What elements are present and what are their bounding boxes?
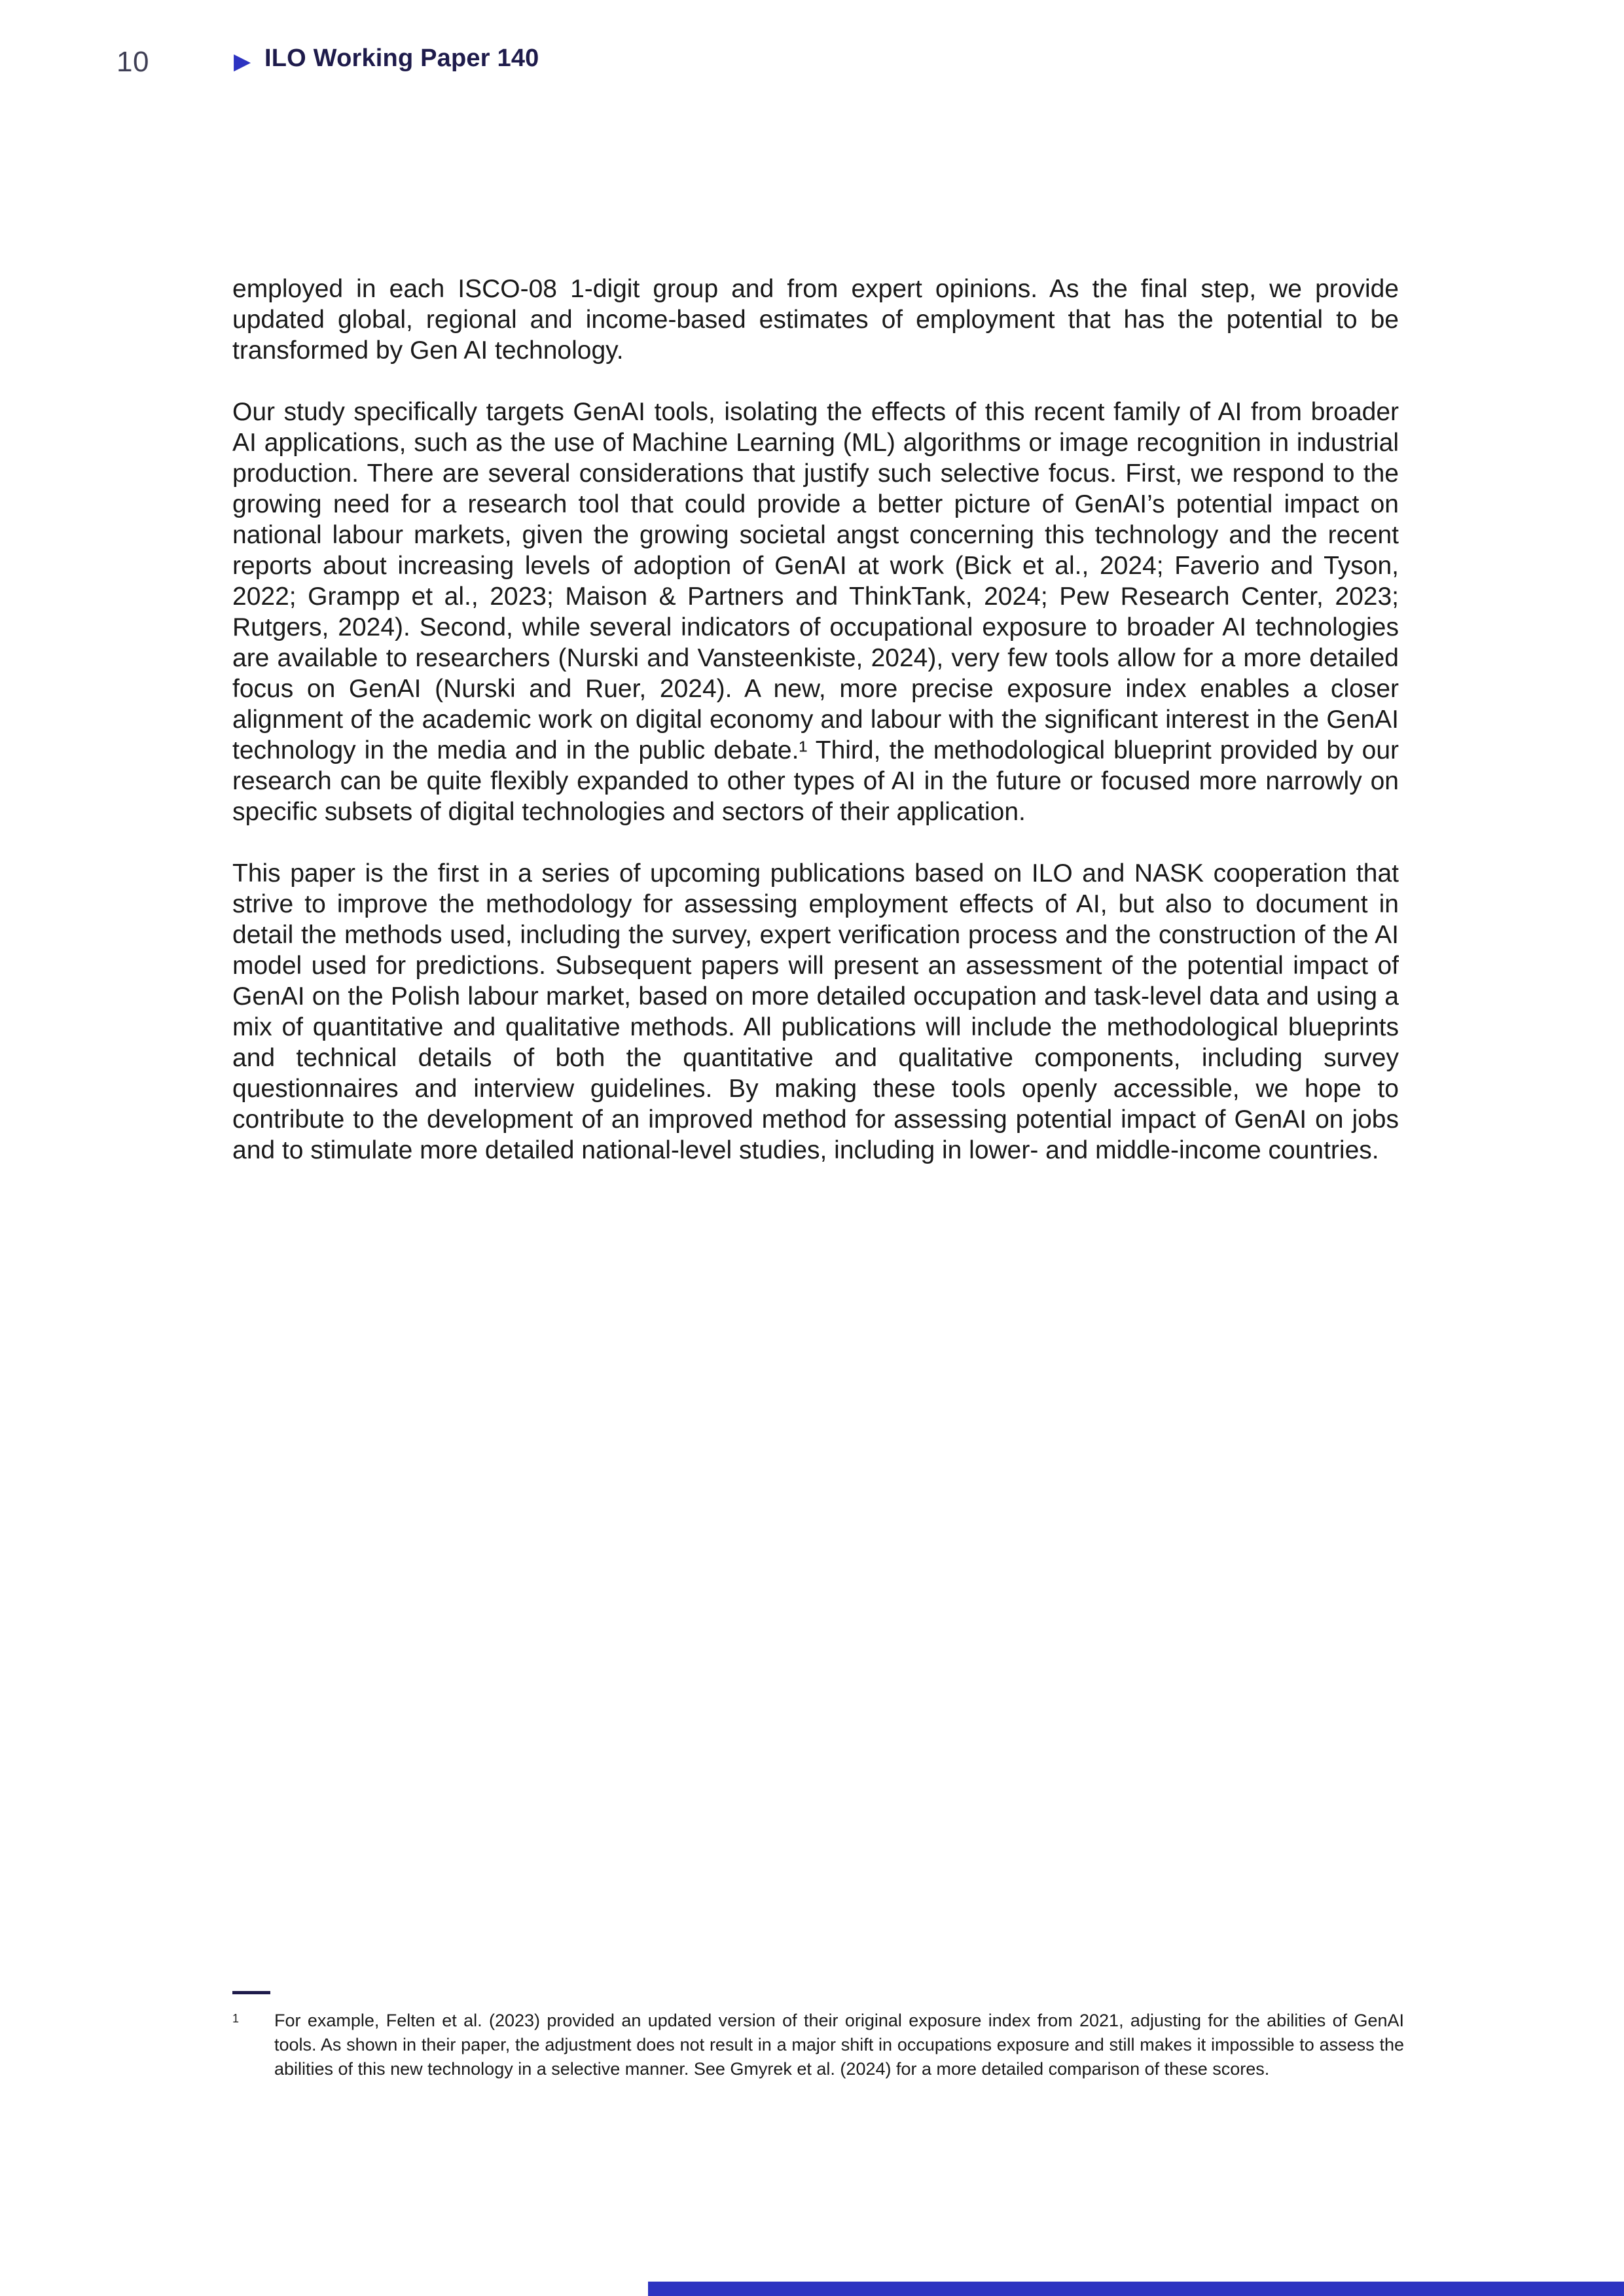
paragraph-1: employed in each ISCO-08 1-digit group and from expert opinions. As the final step, we provide updated global, regional and income-based estimates of employment that has the potential to be transformed by Gen AI technology.: [232, 275, 1399, 365]
footnote: [232, 2009, 1404, 2081]
page-header: [0, 41, 1624, 86]
page-number: 10: [117, 46, 149, 78]
footnote-marker: 1: [232, 2012, 240, 2025]
bottom-accent-bar: [648, 2282, 1624, 2296]
arrow-right-icon: ▶: [234, 49, 251, 74]
header-title: ILO Working Paper 140: [264, 45, 539, 72]
paragraph-3: This paper is the first in a series of upcoming publications based on ILO and NASK cooperation that strive to improve the methodology for assessing employment effects of AI, but also to document in detail the methods used, including the survey, expert verification process and the construction of the AI model used for predictions. Subsequent papers will present an assessment of the potential impact of GenAI on the Polish labour market, based on more detailed occupation and task-level data and using a mix of quantitative and qualitative methods. All publications will include the methodological blueprints and technical details of both the quantitative and qualitative components, including survey questionnaires and interview guidelines. By making these tools openly accessible, we hope to contribute to the development of an improved method for assessing potential impact of GenAI on jobs and to stimulate more detailed national-level studies, including in lower- and middle-income countries.: [232, 859, 1399, 1164]
paragraph-2: Our study specifically targets GenAI tools, isolating the effects of this recent family of AI from broader AI applications, such as the use of Machine Learning (ML) algorithms or image recognition in industrial production. There are several considerations that justify such selective focus. First, we respond to the growing need for a research tool that could provide a better picture of GenAI’s potential impact on national labour markets, given the growing societal angst concerning this technology and the recent reports about increasing levels of adoption of GenAI at work (Bick et al., 2024; Faverio and Tyson, 2022; Grampp et al., 2023; Maison & Partners and ThinkTank, 2024; Pew Research Center, 2023; Rutgers, 2024). Second, while several indicators of occupational exposure to broader AI technologies are available to researchers (Nurski and Vansteenkiste, 2024), very few tools allow for a more detailed focus on GenAI (Nurski and Ruer, 2024). A new, more precise exposure index enables a closer alignment of the academic work on digital economy and labour with the significant interest in the GenAI technology in the media and in the public debate.¹ Third, the methodological blueprint provided by our research can be quite flexibly expanded to other types of AI in the future or focused more narrowly on specific subsets of digital technologies and sectors of their application.: [232, 398, 1399, 826]
body-text: [232, 274, 1399, 1196]
footnote-text: For example, Felten et al. (2023) provided an updated version of their original exposure index from 2021, adjusting for the abilities of GenAI tools. As shown in their paper, the adjustment does not result in a major shift in occupations exposure and still makes it impossible to assess the abilities of this new technology in a selective manner. See Gmyrek et al. (2024) for a more detailed comparison of these scores.: [274, 2011, 1404, 2079]
footnote-divider: [232, 1991, 270, 1994]
footnote-area: [232, 1991, 1404, 2081]
